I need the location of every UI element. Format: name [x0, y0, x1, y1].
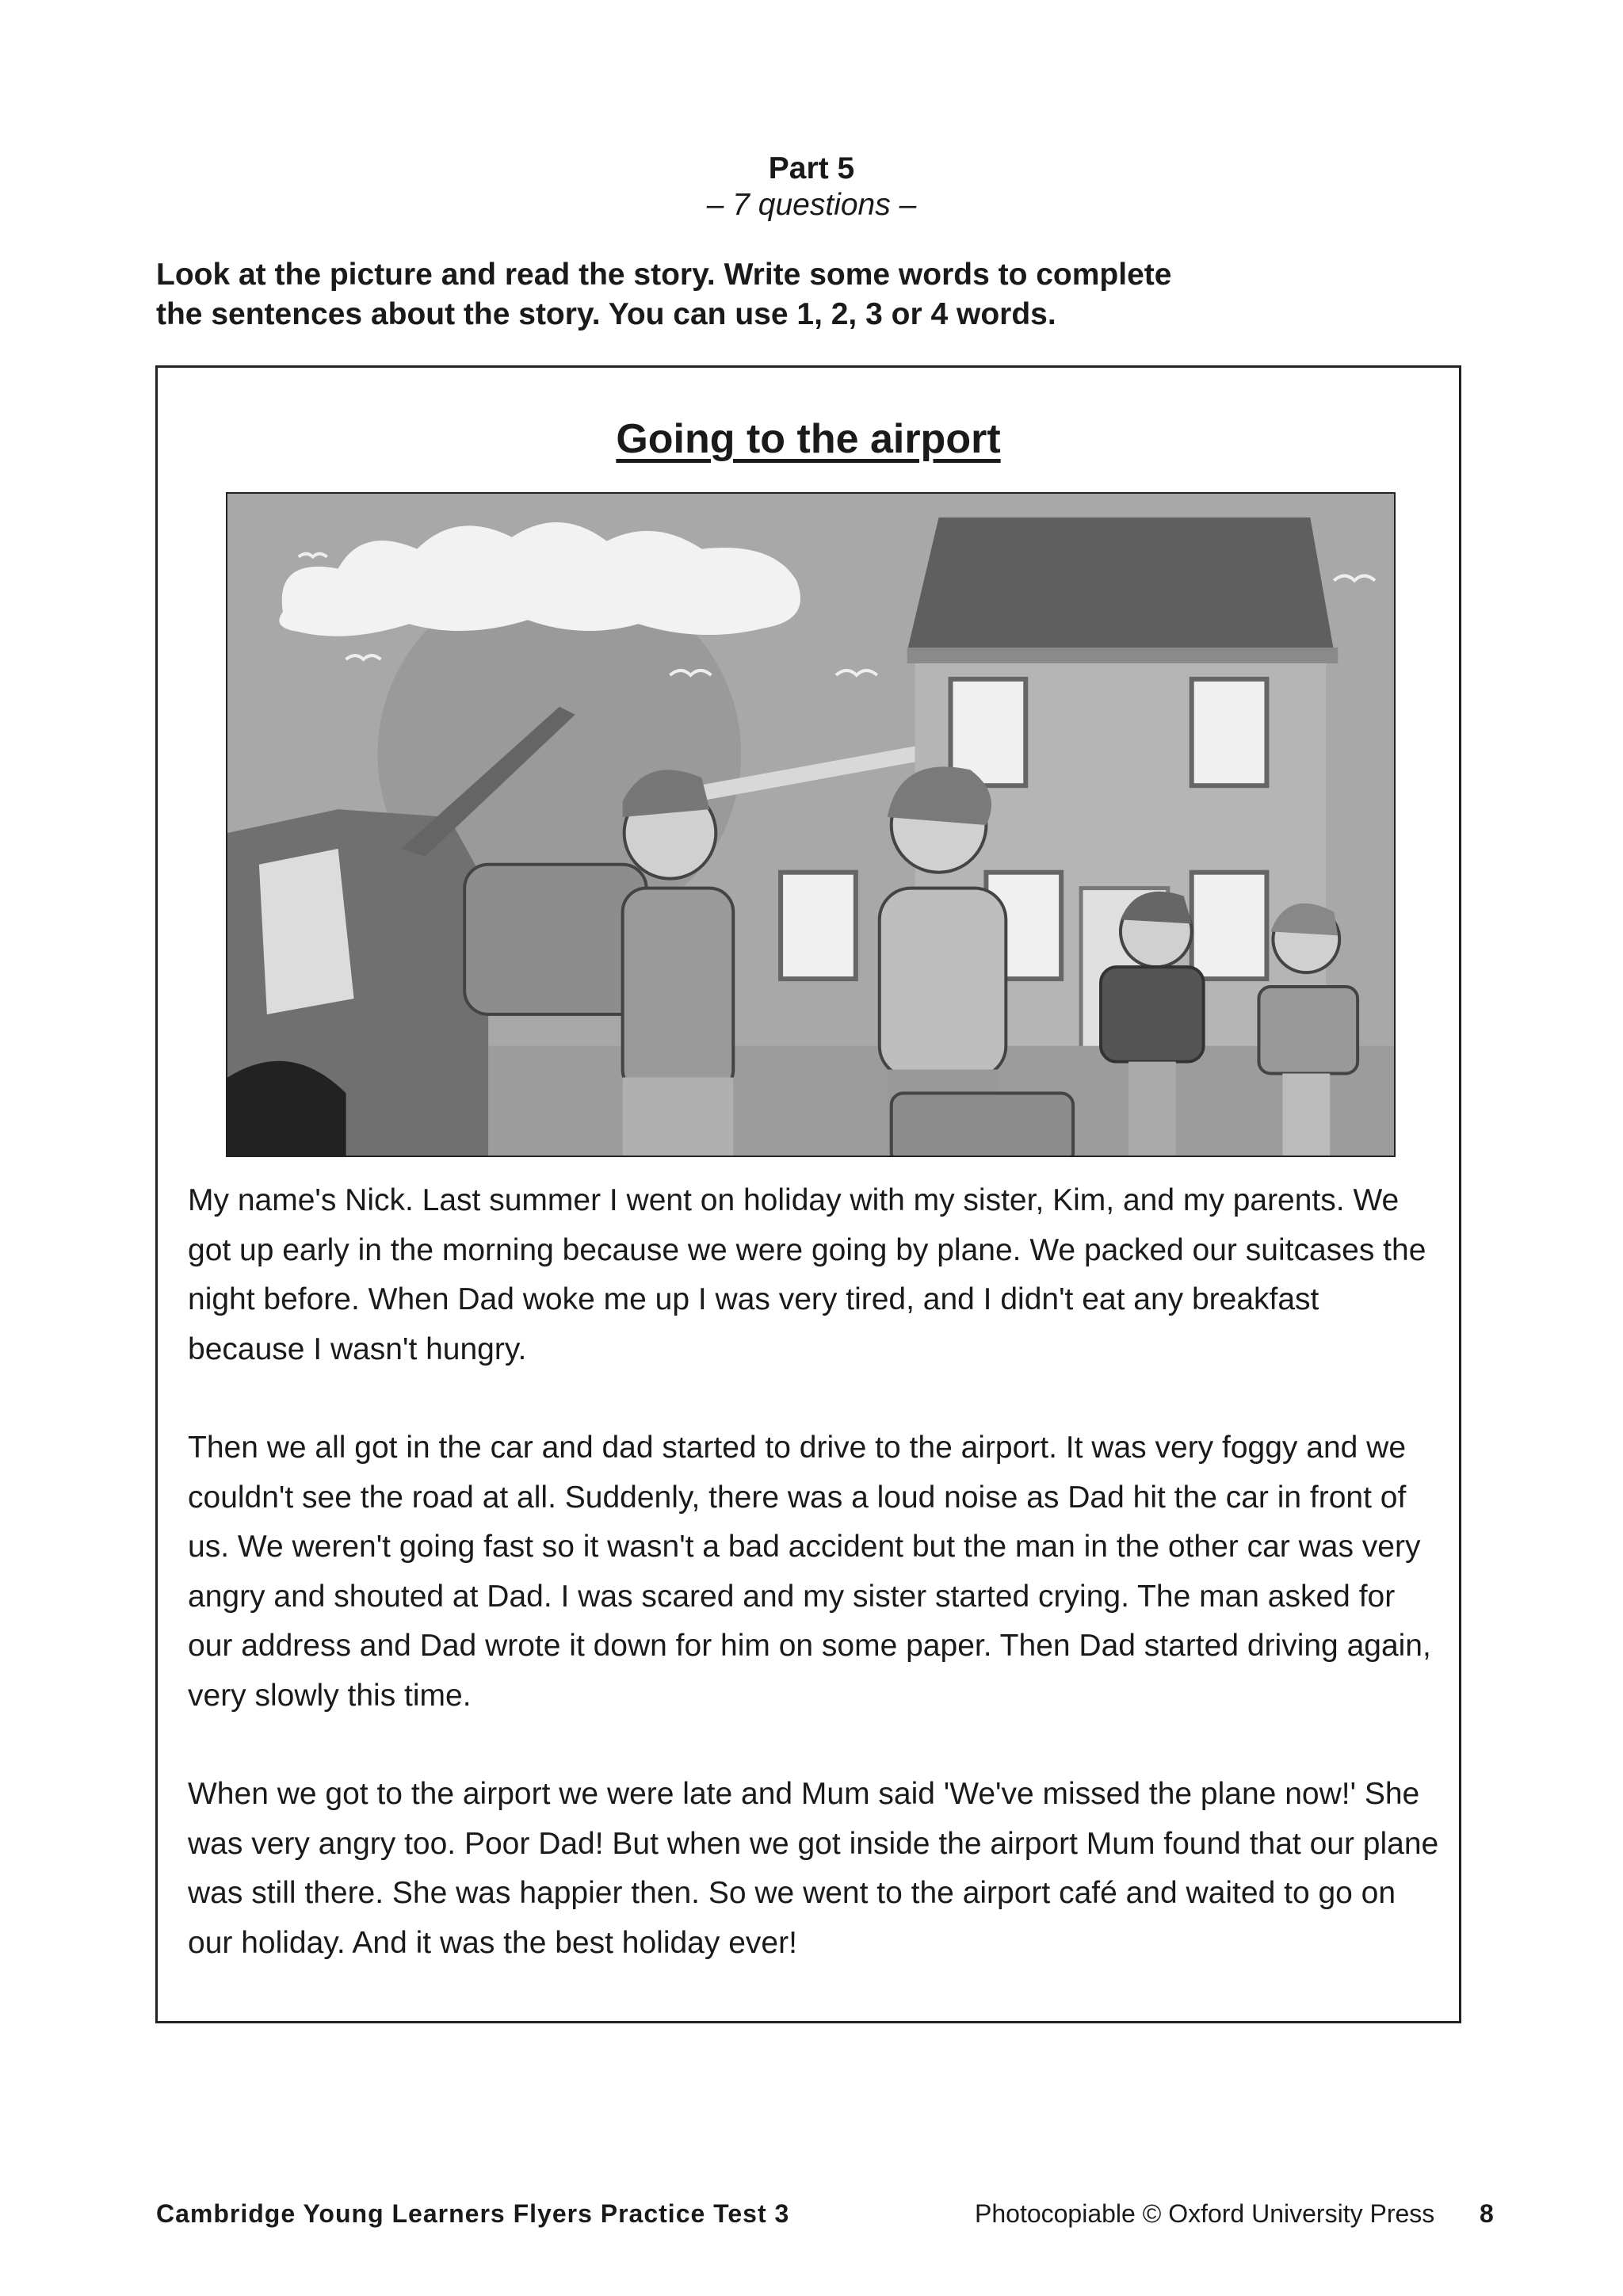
story-illustration — [226, 492, 1396, 1157]
family-leaving-house-illustration — [227, 494, 1394, 1156]
story-paragraph-1: My name's Nick. Last summer I went on holiday with my sister, Kim, and my parents. We got up early in the morning because we were going by plane. We packed our suitcases the night before. When Dad woke me up I was very tired, and I didn't eat any breakfast because I wasn't hungry. — [188, 1183, 1426, 1366]
part-title: Part 5 — [768, 151, 855, 185]
page-footer — [0, 2199, 1623, 2239]
footer-copyright: Photocopiable © Oxford University Press — [975, 2199, 1435, 2228]
instructions-line-2: the sentences about the story. You can use 1, 2, 3 or 4 words. — [156, 297, 1056, 331]
instructions-line-1: Look at the picture and read the story. Write some words to complete — [156, 258, 1172, 292]
part-subtitle: – 7 questions – — [706, 188, 917, 222]
story-text — [188, 1176, 1440, 2017]
story-paragraph-2: Then we all got in the car and dad started to drive to the airport. It was very foggy and we couldn't see the road at all. Suddenly, there was a loud noise as Dad hit the car in front of us. We weren't going fast so it wasn't a bad accident but the man in the other car was very angry and shouted at Dad. I was scared and my sister started crying. The man asked for our address and Dad wrote it down for him on some paper. Then Dad started driving again, very slowly this time. — [188, 1431, 1431, 1713]
part-header — [0, 151, 1623, 223]
footer-test-title: Cambridge Young Learners Flyers Practice Test 3 — [156, 2199, 790, 2228]
story-title: Going to the airport — [616, 416, 1001, 462]
story-paragraph-3: When we got to the airport we were late and Mum said 'We've missed the plane now!' She was very angry too. Poor Dad! But when we got inside the airport Mum found that our plane was still there. She was happier then. So we went to the airport café and waited to go on our holiday. And it was the best holiday ever! — [188, 1777, 1439, 1960]
instructions — [156, 255, 1503, 334]
page-number: 8 — [1480, 2199, 1494, 2228]
story-box — [155, 365, 1461, 2023]
